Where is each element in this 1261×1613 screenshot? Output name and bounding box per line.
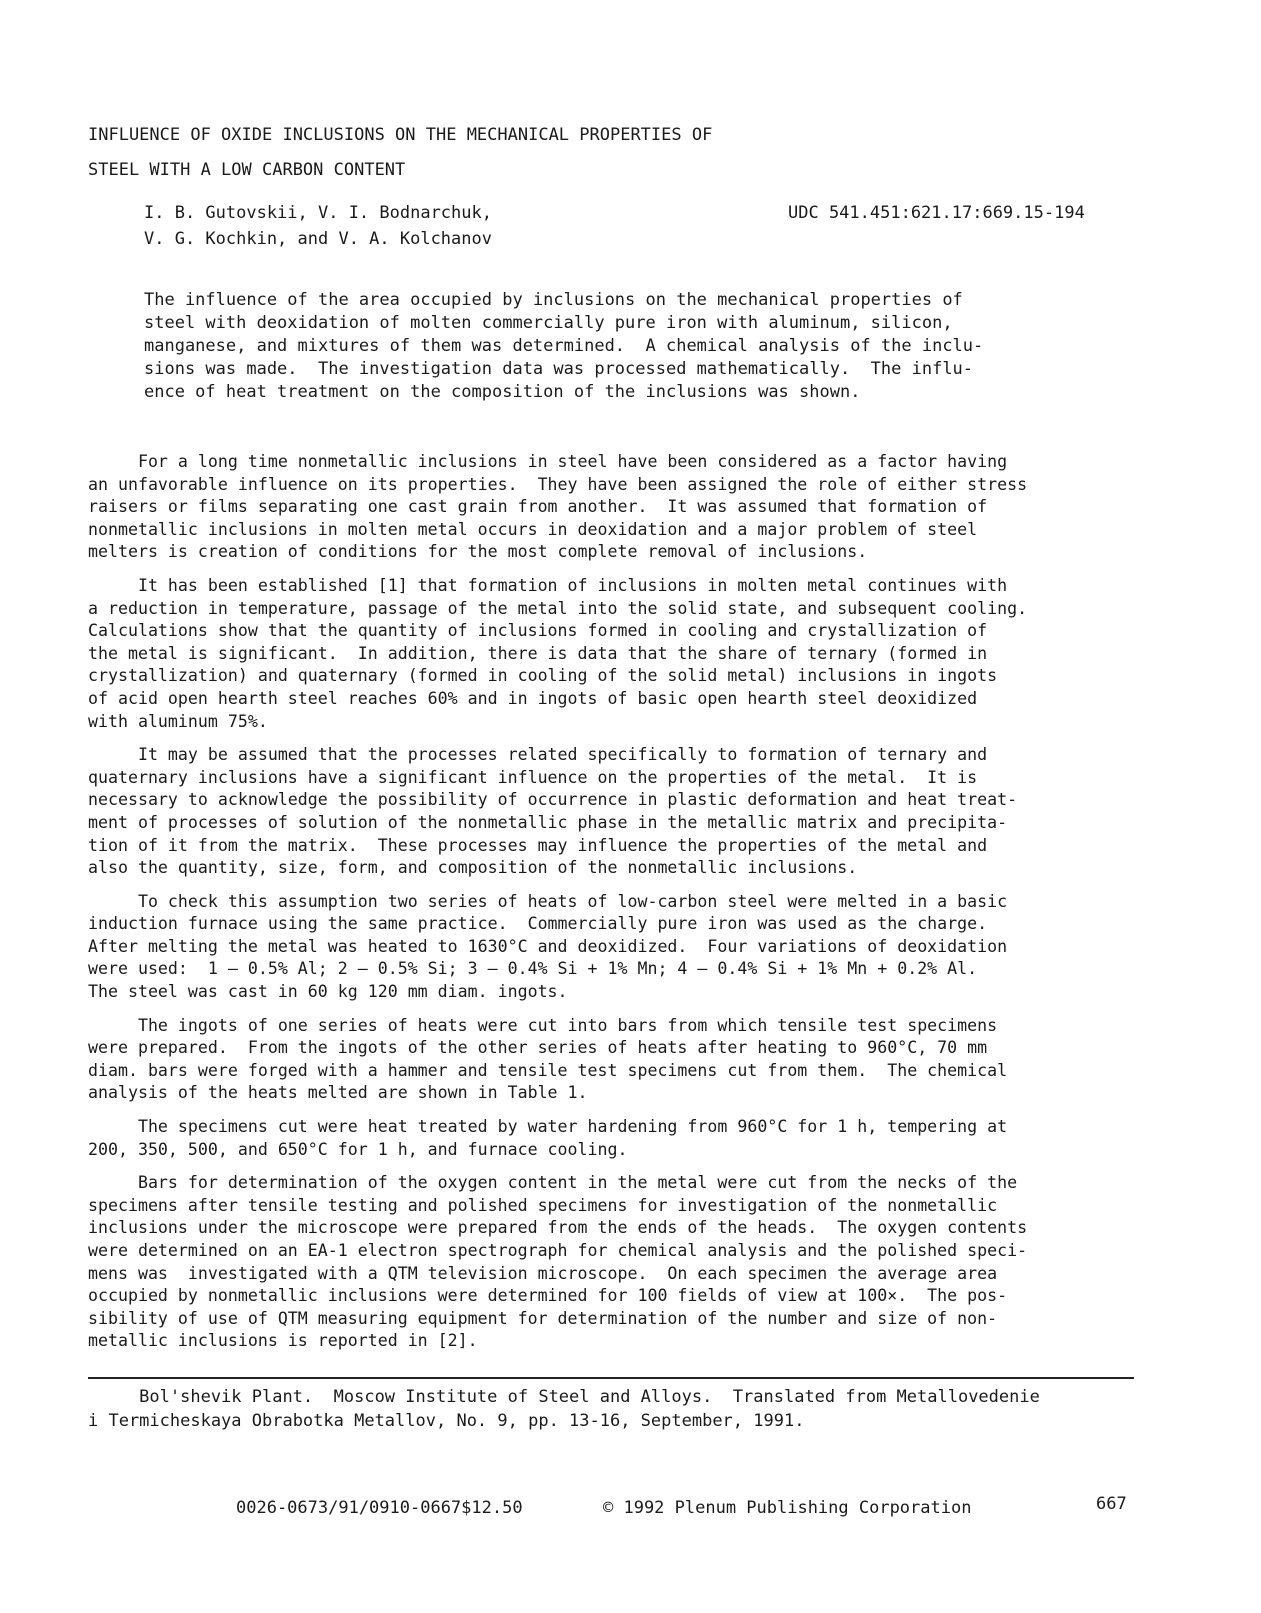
text-line: the metal is significant. In addition, there is data that the share of ternary (formed in xyxy=(88,643,988,663)
text-line: occupied by nonmetallic inclusions were determined for 100 fields of view at 100×. The pos- xyxy=(88,1286,1008,1306)
text-line: To check this assumption two series of heats of low-carbon steel were melted in a basic xyxy=(88,891,1008,911)
text-line: were prepared. From the ingots of the other series of heats after heating to 960°C, 70 mm xyxy=(88,1038,988,1058)
text-line: melters is creation of conditions for the most complete removal of inclusions. xyxy=(88,542,868,562)
footnote xyxy=(88,1385,1040,1433)
text-line: necessary to acknowledge the possibility of occurrence in plastic deformation and heat treat- xyxy=(88,790,1018,810)
author-line: V. G. Kochkin, and V. A. Kolchanov xyxy=(144,229,492,249)
udc-code: UDC 541.451:621.17:669.15-194 xyxy=(788,203,1085,223)
abstract-line: manganese, and mixtures of them was determined. A chemical analysis of the inclu- xyxy=(144,336,984,356)
paragraph xyxy=(88,1172,1154,1353)
text-line: raisers or films separating one cast grain from another. It was assumed that formation of xyxy=(88,497,988,517)
author-line: I. B. Gutovskii, V. I. Bodnarchuk, xyxy=(144,203,492,223)
text-line: Bars for determination of the oxygen content in the metal were cut from the necks of the xyxy=(88,1173,1018,1193)
text-line: metallic inclusions is reported in [2]. xyxy=(88,1331,478,1351)
page-number: 667 xyxy=(1096,1494,1127,1514)
text-line: crystallization) and quaternary (formed in cooling of the solid metal) inclusions in ingots xyxy=(88,666,998,686)
text-line: were determined on an EA-1 electron spectrograph for chemical analysis and the polished speci- xyxy=(88,1241,1028,1260)
text-line: induction furnace using the same practice. Commercially pure iron was used as the charge. xyxy=(88,914,988,934)
text-line: ment of processes of solution of the nonmetallic phase in the metallic matrix and precipita- xyxy=(88,812,1008,832)
text-line: It has been established [1] that formation of inclusions in molten metal continues with xyxy=(88,575,1008,595)
text-line: After melting the metal was heated to 1630°C and deoxidized. Four variations of deoxidation xyxy=(88,936,1008,956)
title-line: INFLUENCE OF OXIDE INCLUSIONS ON THE MECHANICAL PROPERTIES OF xyxy=(88,125,713,145)
journal-code: 0026-0673/91/0910-0667$12.50 xyxy=(236,1498,523,1518)
text-line: Calculations show that the quantity of inclusions formed in cooling and crystallization of xyxy=(88,621,988,641)
body-text xyxy=(88,451,1154,1364)
copyright-notice: © 1992 Plenum Publishing Corporation xyxy=(603,1498,972,1518)
footnote-line: i Termicheskaya Obrabotka Metallov, No. 9, pp. 13-16, September, 1991. xyxy=(88,1411,805,1431)
text-line: It may be assumed that the processes related specifically to formation of ternary and xyxy=(88,745,988,765)
text-line: sibility of use of QTM measuring equipment for determination of the number and size of non- xyxy=(88,1308,998,1328)
text-line: a reduction in temperature, passage of the metal into the solid state, and subsequent cooling. xyxy=(88,598,1028,618)
abstract xyxy=(144,289,1064,404)
text-line: analysis of the heats melted are shown in Table 1. xyxy=(88,1083,588,1103)
paper-title xyxy=(88,118,712,188)
paragraph xyxy=(88,1116,1154,1161)
text-line: mens was investigated with a QTM television microscope. On each specimen the average area xyxy=(88,1263,998,1283)
author-list xyxy=(144,200,492,252)
footnote-line: Bol'shevik Plant. Moscow Institute of Steel and Alloys. Translated from Metallovedenie xyxy=(88,1387,1040,1407)
text-line: of acid open hearth steel reaches 60% and in ingots of basic open hearth steel deoxidized xyxy=(88,688,978,708)
text-line: For a long time nonmetallic inclusions in steel have been considered as a factor having xyxy=(88,452,1008,471)
abstract-line: sions was made. The investigation data was processed mathematically. The influ- xyxy=(144,359,974,379)
paragraph xyxy=(88,891,1154,1004)
title-line: STEEL WITH A LOW CARBON CONTENT xyxy=(88,160,406,180)
text-line: 200, 350, 500, and 650°C for 1 h, and furnace cooling. xyxy=(88,1139,628,1159)
text-line: inclusions under the microscope were prepared from the ends of the heads. The oxygen contents xyxy=(88,1218,1028,1238)
text-line: The steel was cast in 60 kg 120 mm diam. ingots. xyxy=(88,982,568,1002)
text-line: an unfavorable influence on its properties. They have been assigned the role of either stress xyxy=(88,474,1028,494)
text-line: also the quantity, size, form, and composition of the nonmetallic inclusions. xyxy=(88,858,858,878)
text-line: The ingots of one series of heats were cut into bars from which tensile test specimens xyxy=(88,1015,998,1035)
text-line: specimens after tensile testing and polished specimens for investigation of the nonmetallic xyxy=(88,1195,998,1215)
paragraph xyxy=(88,1015,1154,1105)
text-line: nonmetallic inclusions in molten metal occurs in deoxidation and a major problem of steel xyxy=(88,519,978,539)
paragraph xyxy=(88,744,1154,880)
text-line: The specimens cut were heat treated by water hardening from 960°C for 1 h, tempering at xyxy=(88,1117,1008,1137)
abstract-line: steel with deoxidation of molten commercially pure iron with aluminum, silicon, xyxy=(144,313,953,333)
text-line: quaternary inclusions have a significant influence on the properties of the metal. It is xyxy=(88,767,978,787)
text-line: diam. bars were forged with a hammer and tensile test specimens cut from them. The chemical xyxy=(88,1060,1008,1080)
abstract-line: ence of heat treatment on the composition of the inclusions was shown. xyxy=(144,382,861,402)
text-line: with aluminum 75%. xyxy=(88,711,268,731)
paragraph xyxy=(88,575,1154,733)
text-line: were used: 1 — 0.5% Al; 2 — 0.5% Si; 3 — 0.4% Si + 1% Mn; 4 — 0.4% Si + 1% Mn + 0.2% Al. xyxy=(88,959,978,979)
abstract-line: The influence of the area occupied by inclusions on the mechanical properties of xyxy=(144,290,963,310)
footnote-divider xyxy=(88,1377,1134,1379)
paragraph xyxy=(88,451,1154,564)
text-line: tion of it from the matrix. These processes may influence the properties of the metal and xyxy=(88,835,988,855)
